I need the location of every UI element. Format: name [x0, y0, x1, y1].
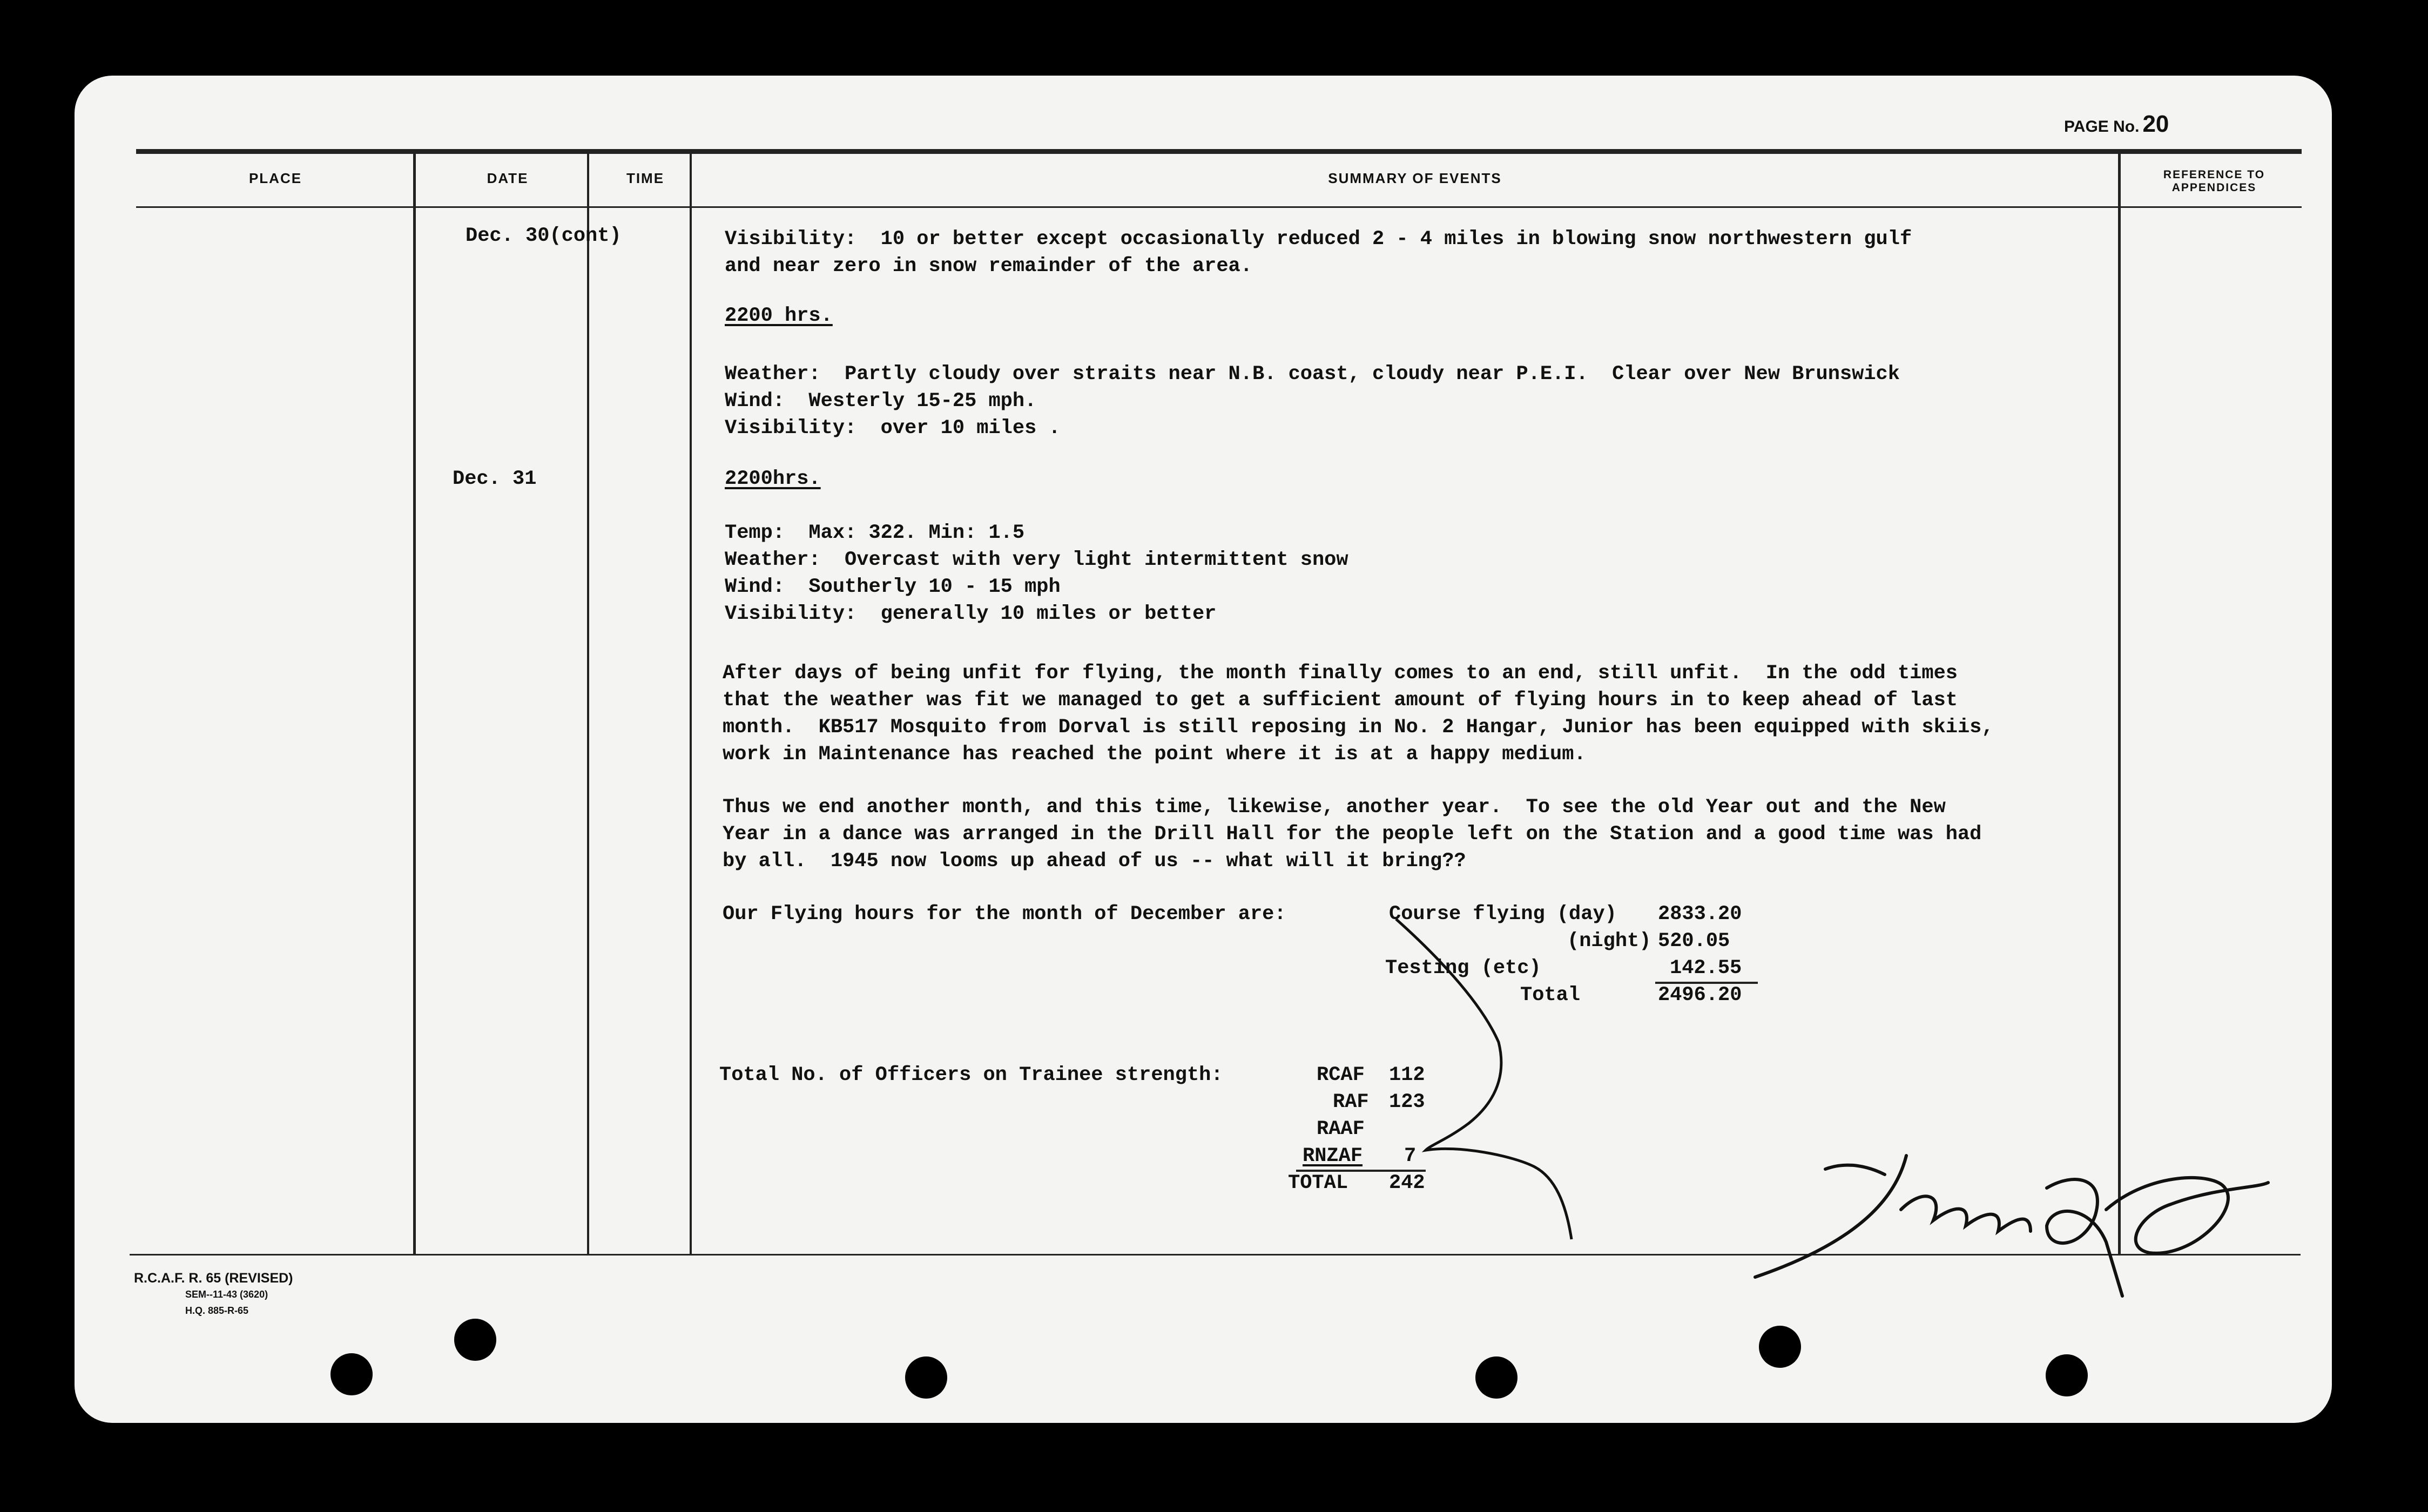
time-2200-a: 2200 hrs.: [725, 305, 833, 327]
column-header-reference: REFERENCE TO APPENDICES: [2163, 168, 2265, 194]
date-dec-30: Dec. 30(cont): [466, 225, 622, 247]
binder-hole-1: [454, 1319, 496, 1361]
flying-total-label: Total: [1520, 984, 1581, 1007]
header-bottom-rule: [136, 206, 2302, 208]
column-divider-summary: [2118, 154, 2121, 1256]
binder-hole-2: [331, 1353, 373, 1395]
course-night-value: 520.05: [1658, 930, 1730, 953]
course-day-label: Course flying (day): [1389, 903, 1617, 926]
page-number: [2064, 111, 2169, 138]
testing-label: Testing (etc): [1385, 957, 1541, 980]
form-id-line-1: R.C.A.F. R. 65 (REVISED): [134, 1271, 293, 1286]
rnzaf-value: 7: [1404, 1145, 1417, 1167]
officers-intro: Total No. of Officers on Trainee strength:: [719, 1064, 1223, 1086]
narrative-paragraph-2: Thus we end another month, and this time, likewise, another year. To see the old Year out and the New Year in a dance was arranged in the Drill Hall for the people left on the Station and a good time was had by all. 1945 now looms up ahead of us -- what will it bring??: [723, 796, 1982, 873]
narrative-paragraph-1: After days of being unfit for flying, the month finally comes to an end, still unfit. In the odd times that the weather was fit we managed to get a sufficient amount of flying hours in to keep ahead of last month. KB517 Mosquito from Dorval is still reposing in No. 2 Hangar, Junior has been equipped with skiis, work in Maintenance has reached the point where it is at a happy medium.: [723, 662, 1994, 766]
rcaf-value: 112: [1389, 1064, 1425, 1086]
date-dec-31: Dec. 31: [453, 468, 537, 490]
column-divider-time: [690, 154, 692, 1256]
raaf-label: RAAF: [1317, 1118, 1365, 1140]
raf-label: RAF: [1333, 1091, 1369, 1113]
officers-total-value: 242: [1389, 1172, 1425, 1194]
weather-block-b: Temp: Max: 322. Min: 1.5 Weather: Overcast with very light intermittent snow Wind: Southerly 10 - 15 mph Visibility: generally 10 miles or better: [725, 522, 1348, 625]
course-night-label: (night): [1567, 930, 1651, 953]
column-divider-date: [587, 154, 589, 1256]
binder-hole-6: [2046, 1354, 2088, 1396]
page-number-value: 20: [2142, 111, 2169, 137]
flying-hours-intro: Our Flying hours for the month of December are:: [723, 903, 1286, 926]
time-2200-b: 2200hrs.: [725, 468, 821, 490]
header-top-rule: [136, 149, 2302, 154]
column-header-summary: SUMMARY OF EVENTS: [1328, 170, 1502, 186]
column-header-date: DATE: [487, 170, 529, 186]
officers-total-label: TOTAL: [1288, 1172, 1348, 1194]
column-header-place: PLACE: [248, 170, 302, 186]
form-identifier: [134, 1270, 293, 1319]
visibility-cont: Visibility: 10 or better except occasionally reduced 2 - 4 miles in blowing snow northwestern gulf and near zero in snow remainder of the area.: [725, 228, 1912, 278]
course-day-value: 2833.20: [1658, 903, 1742, 926]
binder-hole-4: [1475, 1356, 1518, 1399]
binder-hole-5: [1759, 1326, 1801, 1368]
weather-block-a: Weather: Partly cloudy over straits near N.B. coast, cloudy near P.E.I. Clear over New Brunswick Wind: Westerly 15-25 mph. Visibility: over 10 miles .: [725, 363, 1900, 440]
rcaf-label: RCAF: [1317, 1064, 1365, 1086]
page-number-label: PAGE No.: [2064, 118, 2140, 136]
raf-value: 123: [1389, 1091, 1425, 1113]
form-id-line-3: H.Q. 885-R-65: [185, 1305, 249, 1316]
footer-rule: [130, 1254, 2301, 1256]
column-header-time: TIME: [626, 170, 665, 186]
testing-value: 142.55: [1670, 957, 1742, 980]
flying-total-value: 2496.20: [1658, 984, 1742, 1007]
rnzaf-label: RNZAF: [1303, 1145, 1363, 1167]
binder-hole-3: [905, 1356, 947, 1399]
column-divider-place: [413, 154, 416, 1256]
form-id-line-2: SEM--11-43 (3620): [185, 1289, 268, 1300]
